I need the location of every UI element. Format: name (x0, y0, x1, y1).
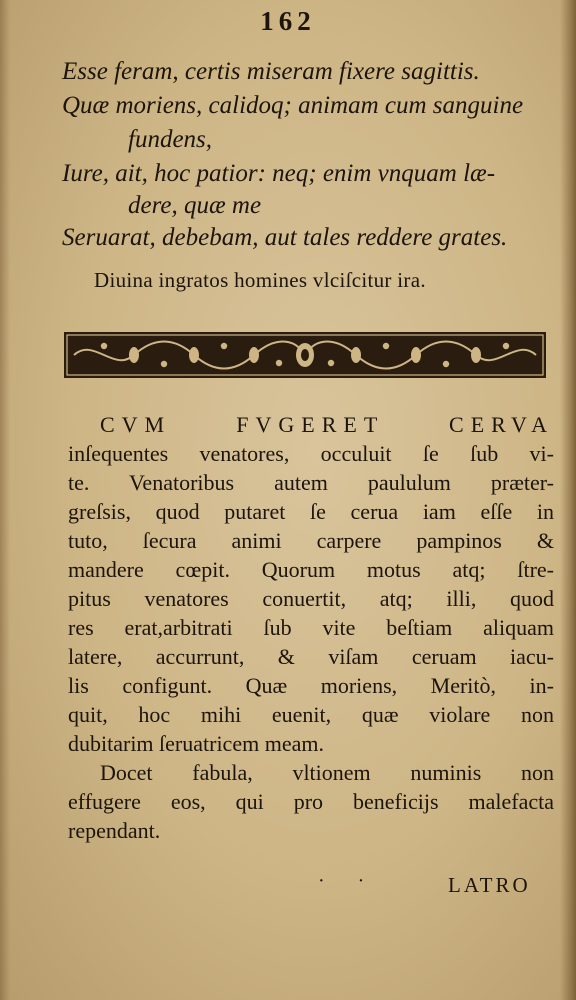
body-line-13: Docet fabula, vltionem numinis non (100, 760, 554, 785)
body-line-8: res erat,arbitrati ſub vite beſtiam aliquam (68, 615, 554, 640)
page-shadow-left (0, 0, 10, 1000)
page-number: 162 (260, 6, 316, 36)
floral-headpiece-ornament-icon (64, 332, 546, 378)
verse-line-6: Seruarat, debebam, aut tales reddere grates. (62, 224, 508, 251)
verse-line-5: dere, quæ me (128, 192, 262, 219)
stray-ink-dots: · · (318, 870, 379, 892)
body-line-15: rependant. (68, 818, 161, 843)
verse-line-3: fundens, (128, 126, 213, 153)
body-line-4: greſsis, quod putaret ſe cerua iam eſſe in (68, 499, 554, 524)
catchword: LATRO (448, 873, 531, 897)
body-line-5: tuto, ſecura animi carpere pampinos & (68, 528, 554, 553)
verse-line-1: Esse feram, certis miseram fixere sagittis. (62, 58, 480, 85)
moral-line: Diuina ingratos homines vlciſcitur ira. (94, 268, 426, 292)
verse-line-4: Iure, ait, hoc patior: neq; enim vnquam læ- (62, 160, 496, 187)
page-edge-right (560, 0, 576, 1000)
body-line-3: te. Venatoribus autem paululum præter- (68, 470, 554, 495)
verse-line-2: Quæ moriens, calidoq; animam cum sanguine (62, 92, 524, 119)
body-line-7: pitus venatores conuertit, atq; illi, quod (68, 586, 554, 611)
body-line-9: latere, accurrunt, & viſam ceruam iacu- (68, 644, 554, 669)
fable-prose (68, 410, 554, 845)
body-line-14: effugere eos, qui pro beneficijs malefacta (68, 789, 554, 814)
body-line-6: mandere cœpit. Quorum motus atq; ſtre- (68, 557, 554, 582)
body-line-11: quit, hoc mihi euenit, quæ violare non (68, 702, 554, 727)
body-line-2: inſequentes venatores, occuluit ſe ſub vi- (68, 441, 554, 466)
body-line-10: lis configunt. Quæ moriens, Meritò, in- (68, 673, 554, 698)
body-line-12: dubitarim ſeruatricem meam. (68, 731, 324, 756)
body-line-1: CVM FVGERET CERVA (100, 412, 554, 437)
